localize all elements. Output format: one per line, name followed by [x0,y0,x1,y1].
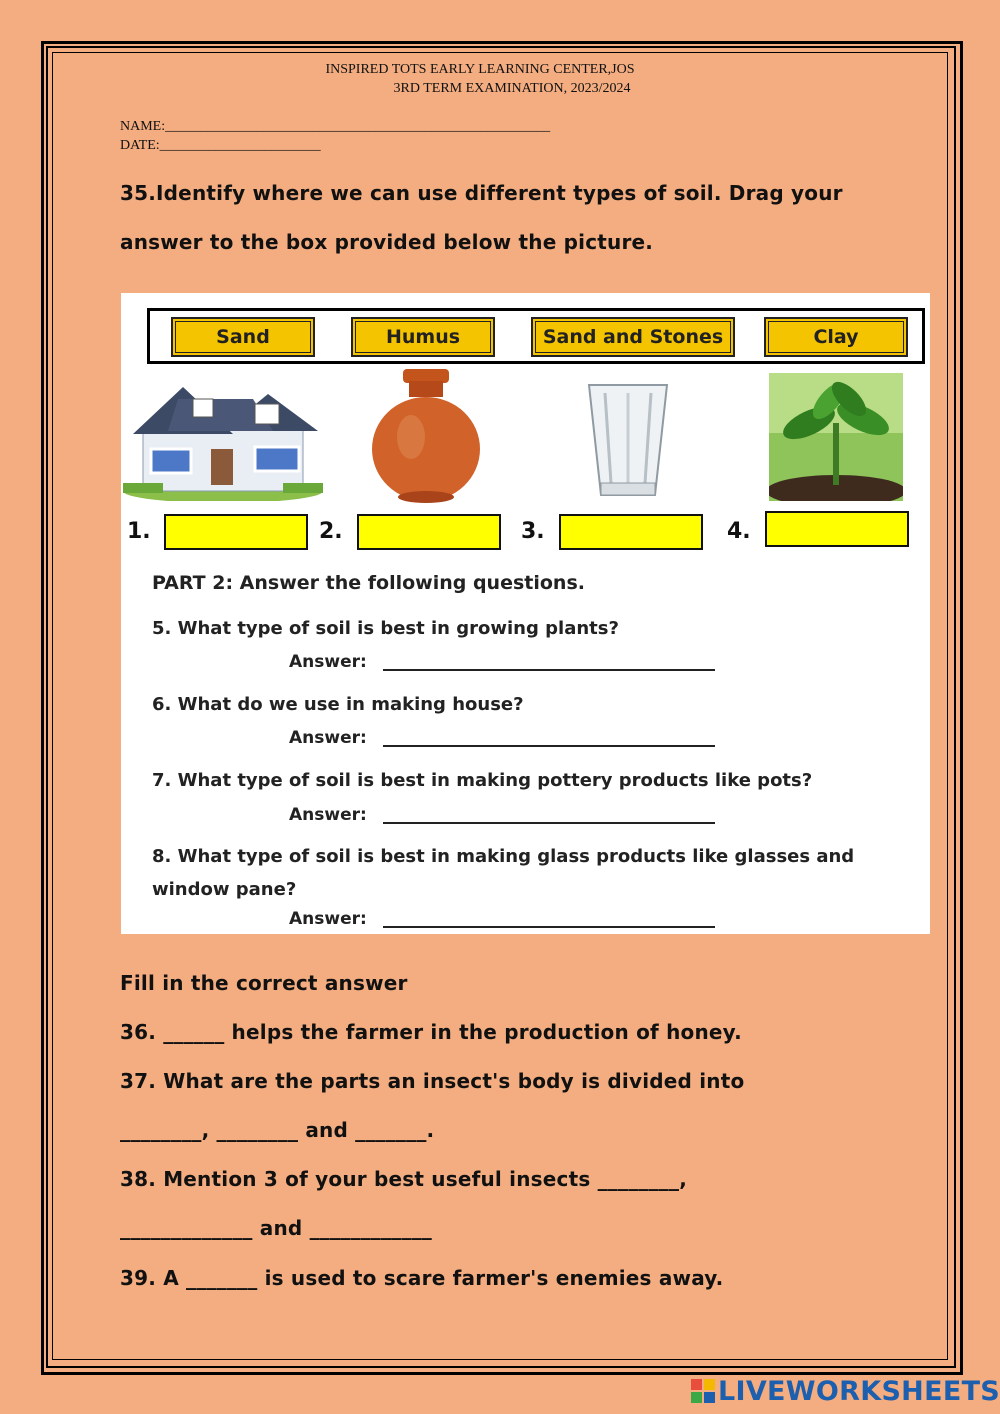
question-37-line2[interactable]: ________, ________ and _______. [120,1118,435,1142]
house-icon [123,379,323,501]
question-7: 7. What type of soil is best in making pottery products like pots? [152,770,813,791]
answer-label-7: Answer: [289,805,367,825]
fill-in-title: Fill in the correct answer [120,971,408,995]
word-chip-clay[interactable]: Clay [764,317,908,357]
answer-number-4: 4. [727,519,751,544]
name-field[interactable]: NAME:_______________________________________________________ [120,119,551,134]
answer-box-1[interactable] [164,514,308,550]
answer-box-2[interactable] [357,514,501,550]
question-8-line1: 8. What type of soil is best in making glass products like glasses and [152,846,855,867]
answer-label-6: Answer: [289,728,367,748]
answer-line-5[interactable] [383,669,715,671]
glass-icon [583,383,673,501]
word-chip-sand[interactable]: Sand [171,317,315,357]
word-chip-sand-and-stones[interactable]: Sand and Stones [531,317,735,357]
answer-box-3[interactable] [559,514,703,550]
answer-box-4[interactable] [765,511,909,547]
worksheet-panel [121,293,930,934]
liveworksheets-logo-icon [690,1378,716,1404]
answer-line-8[interactable] [383,926,715,928]
part2-title: PART 2: Answer the following questions. [152,572,585,594]
answer-line-7[interactable] [383,822,715,824]
question-6: 6. What do we use in making house? [152,694,524,715]
answer-number-1: 1. [127,519,151,544]
liveworksheets-logo[interactable] [690,1376,1000,1406]
question-39[interactable]: 39. A _______ is used to scare farmer's enemies away. [120,1266,724,1290]
question-5: 5. What type of soil is best in growing plants? [152,618,619,639]
word-chip-humus[interactable]: Humus [351,317,495,357]
plant-seedling-icon [769,373,903,501]
school-name: INSPIRED TOTS EARLY LEARNING CENTER,JOS [325,62,635,77]
question-35-line1: 35.Identify where we can use different types of soil. Drag your [120,181,843,205]
question-38-line2[interactable]: _____________ and ____________ [120,1216,432,1240]
answer-label-8: Answer: [289,909,367,929]
answer-number-2: 2. [319,519,343,544]
liveworksheets-brand: LIVEWORKSHEETS [718,1375,1000,1407]
question-38-line1[interactable]: 38. Mention 3 of your best useful insects ________, [120,1167,687,1191]
question-36[interactable]: 36. ______ helps the farmer in the production of honey. [120,1020,742,1044]
question-8-line2: window pane? [152,879,297,900]
question-37-line1: 37. What are the parts an insect's body is divided into [120,1069,745,1093]
answer-label-5: Answer: [289,652,367,672]
date-field[interactable]: DATE:_______________________ [120,138,321,153]
exam-title: 3RD TERM EXAMINATION, 2023/2024 [393,81,631,96]
answer-line-6[interactable] [383,745,715,747]
answer-number-3: 3. [521,519,545,544]
question-35-line2: answer to the box provided below the picture. [120,230,654,254]
clay-pot-icon [371,369,481,505]
